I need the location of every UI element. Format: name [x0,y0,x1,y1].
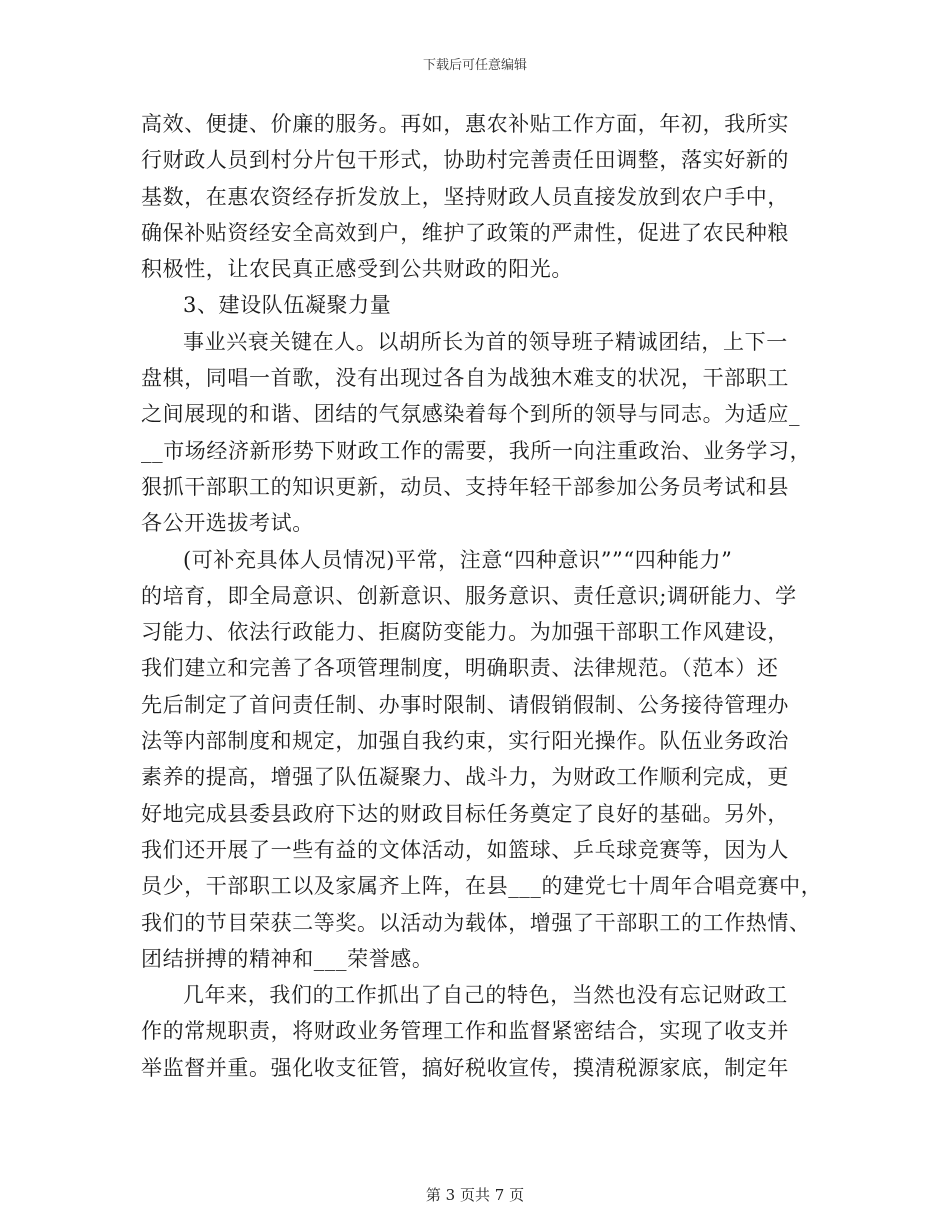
body-line: 我们的节目荣获二等奖。以活动为载体，增强了干部职工的工作热情、 [141,910,811,935]
body-line: 习能力、依法行政能力、拒腐防变能力。为加强干部职工作风建设， [141,620,789,645]
body-line: 盘棋，同唱一首歌，没有出现过各自为战独木难支的状况，干部职工 [141,366,789,391]
body-line: __市场经济新形势下财政工作的需要，我所一向注重政治、业务学习， [141,438,812,463]
body-line: 高效、便捷、价廉的服务。再如，惠农补贴工作方面，年初，我所实 [141,112,789,136]
body-line: 事业兴衰关键在人。以胡所长为首的领导班子精诚团结，上下一 [183,329,788,354]
page-footer: 第 3 页共 7 页 [425,1186,525,1204]
body-line: 好地完成县委县政府下达的财政目标任务奠定了良好的基础。另外， [141,801,789,826]
body-line: 行财政人员到村分片包干形式，协助村完善责任田调整，落实好新的 [141,148,789,173]
body-line: 几年来，我们的工作抓出了自己的特色，当然也没有忘记财政工 [183,983,788,1008]
body-line: 的培育，即全局意识、创新意识、服务意识、责任意识;调研能力、学 [141,583,797,608]
body-line: 先后制定了首问责任制、办事时限制、请假销假制、公务接待管理办 [141,692,789,717]
page-header: 下载后可任意编辑 [422,58,527,73]
document-body [141,106,821,1086]
body-line: 积极性，让农民真正感受到公共财政的阳光。 [141,257,573,282]
body-line: 之间展现的和谐、团结的气氛感染着每个到所的领导与同志。为适应_ [141,402,801,427]
body-line: 法等内部制度和规定，加强自我约束，实行阳光操作。队伍业务政治 [141,729,789,754]
body-line: 作的常规职责，将财政业务管理工作和监督紧密结合，实现了收支并 [141,1019,789,1044]
body-line: (可补充具体人员情况)平常，注意“四种意识””“四种能力” [183,547,733,572]
body-line: 员少，干部职工以及家属齐上阵，在县___的建党七十周年合唱竞赛中， [141,874,823,899]
body-line: 团结拼搏的精神和___荣誉感。 [141,946,434,971]
body-line: 各公开选拔考试。 [141,511,314,536]
body-line: 举监督并重。强化收支征管，搞好税收宣传，摸清税源家底，制定年 [141,1055,789,1080]
body-line: 素养的提高，增强了队伍凝聚力、战斗力，为财政工作顺利完成，更 [141,765,789,790]
body-line: 确保补贴资经安全高效到户，维护了政策的严肃性，促进了农民种粮 [141,220,789,245]
section-heading: 3、建设队伍凝聚力量 [183,293,392,318]
body-line: 我们建立和完善了各项管理制度，明确职责、法律规范。（范本）还 [141,656,779,681]
body-line: 狠抓干部职工的知识更新，动员、支持年轻干部参加公务员考试和县 [141,474,789,499]
body-line: 我们还开展了一些有益的文体活动，如篮球、乒乓球竞赛等，因为人 [141,837,789,862]
body-line: 基数，在惠农资经存折发放上，坚持财政人员直接发放到农户手中， [141,184,789,209]
